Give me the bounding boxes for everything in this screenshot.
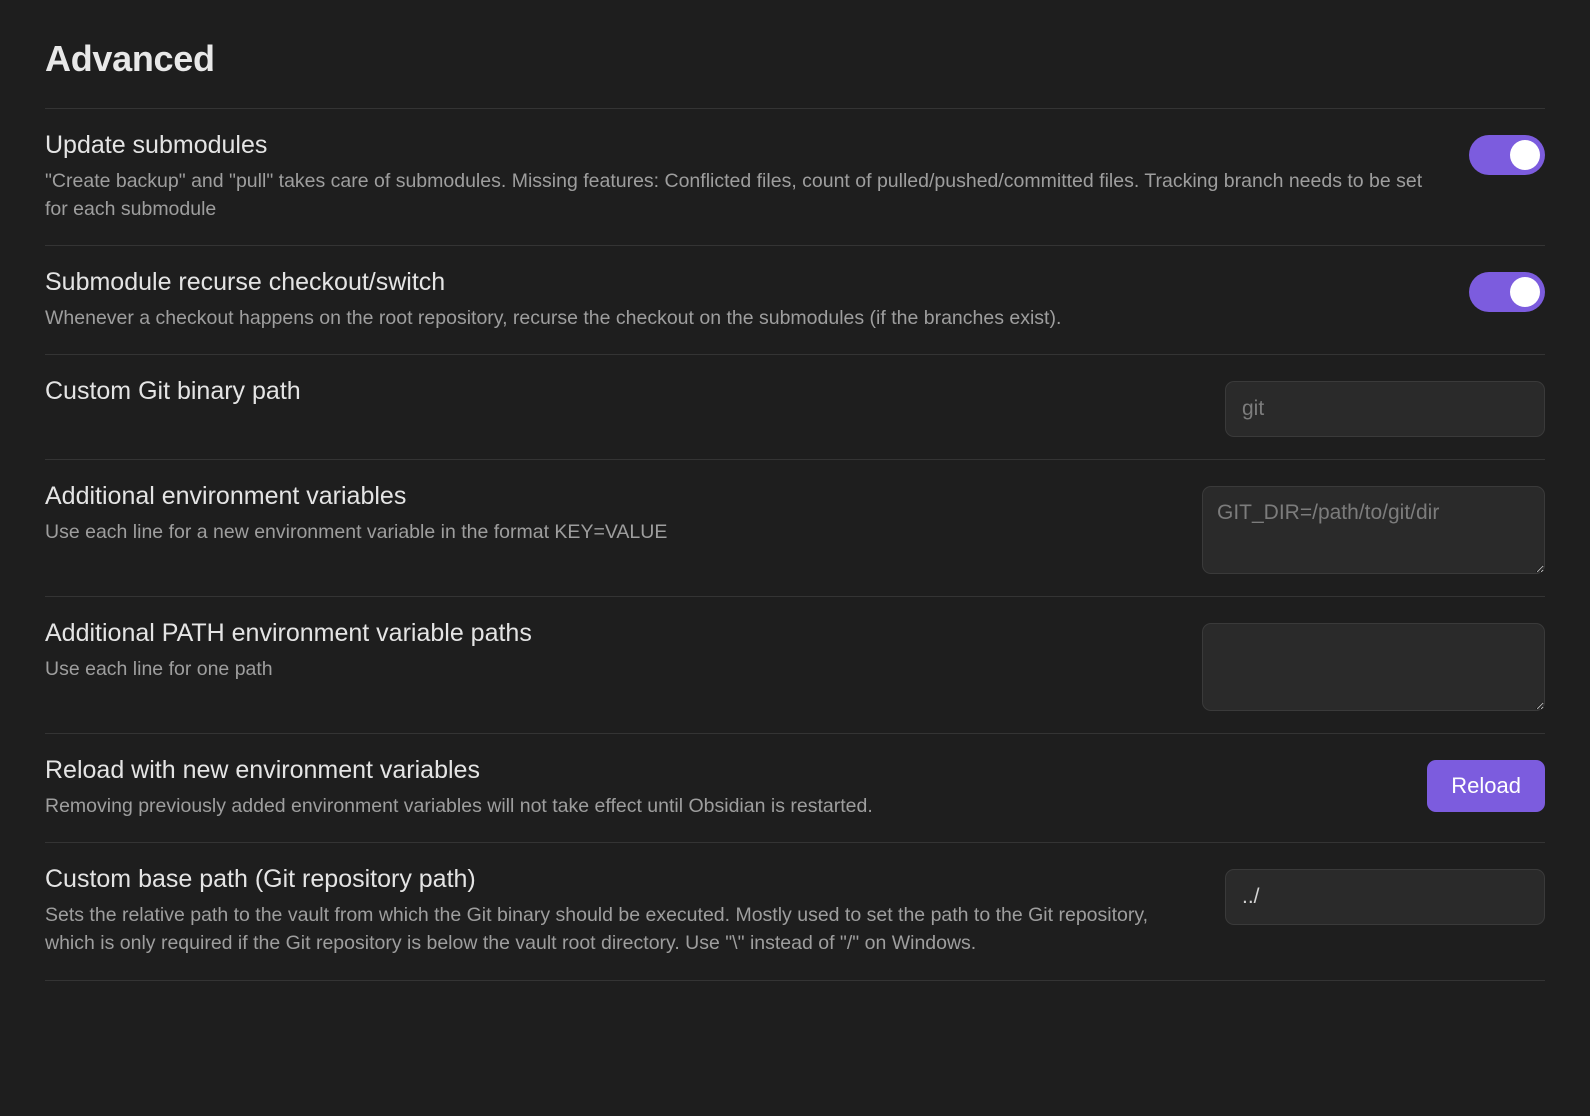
setting-description: Whenever a checkout happens on the root repository, recurse the checkout on the submodules (if the branches exist). xyxy=(45,307,1062,330)
setting-submodule-recurse-checkout xyxy=(45,245,1545,354)
setting-name: Reload with new environment variables xyxy=(45,756,480,785)
custom-git-binary-path-input[interactable] xyxy=(1225,381,1545,437)
setting-control xyxy=(1202,619,1545,711)
setting-description: Use each line for one path xyxy=(45,658,273,681)
setting-info xyxy=(45,619,1178,683)
setting-name: Custom base path (Git repository path) xyxy=(45,865,476,894)
toggle-submodule-recurse-checkout[interactable] xyxy=(1469,272,1545,312)
setting-info xyxy=(45,756,1403,820)
toggle-knob-icon xyxy=(1510,140,1540,170)
setting-info xyxy=(45,482,1178,546)
setting-control xyxy=(1202,482,1545,574)
toggle-update-submodules[interactable] xyxy=(1469,135,1545,175)
setting-name: Update submodules xyxy=(45,131,268,159)
setting-description: Sets the relative path to the vault from which the Git binary should be executed. Mostly used to set the path to the Git repository, which is only required if the Git repository is below the vault root directory. Use "\" instead of "/" on Windows. xyxy=(45,904,1149,955)
setting-name: Submodule recurse checkout/switch xyxy=(45,268,446,297)
setting-control xyxy=(1469,268,1545,312)
page-title: Advanced xyxy=(45,38,215,79)
additional-path-environment-variable-paths-textarea[interactable] xyxy=(1202,623,1545,711)
setting-info xyxy=(45,865,1201,957)
setting-reload-with-new-environment-variables xyxy=(45,733,1545,842)
setting-description: Use each line for a new environment variable in the format KEY=VALUE xyxy=(45,521,668,544)
setting-name: Additional environment variables xyxy=(45,482,407,511)
custom-base-path-input[interactable] xyxy=(1225,869,1545,925)
setting-description: Removing previously added environment variables will not take effect until Obsidian is restarted. xyxy=(45,795,873,818)
setting-additional-environment-variables xyxy=(45,459,1545,596)
setting-info xyxy=(45,377,1201,406)
setting-info xyxy=(45,268,1445,332)
setting-control xyxy=(1225,865,1545,925)
additional-environment-variables-textarea[interactable] xyxy=(1202,486,1545,574)
setting-description: "Create backup" and "pull" takes care of submodules. Missing features: Conflicted files, count of pulled/pushed/committed files. Tracking branch needs to be set for each submodule xyxy=(45,169,1423,221)
setting-update-submodules xyxy=(45,108,1545,245)
setting-control xyxy=(1469,131,1545,175)
toggle-knob-icon xyxy=(1510,277,1540,307)
setting-control xyxy=(1225,377,1545,437)
reload-button[interactable]: Reload xyxy=(1427,760,1545,812)
setting-name: Additional PATH environment variable paths xyxy=(45,619,532,648)
setting-custom-git-binary-path xyxy=(45,354,1545,459)
setting-info xyxy=(45,131,1445,223)
setting-name: Custom Git binary path xyxy=(45,377,301,406)
setting-control xyxy=(1427,756,1545,812)
setting-additional-path-environment-variable-paths xyxy=(45,596,1545,733)
setting-custom-base-path xyxy=(45,842,1545,980)
